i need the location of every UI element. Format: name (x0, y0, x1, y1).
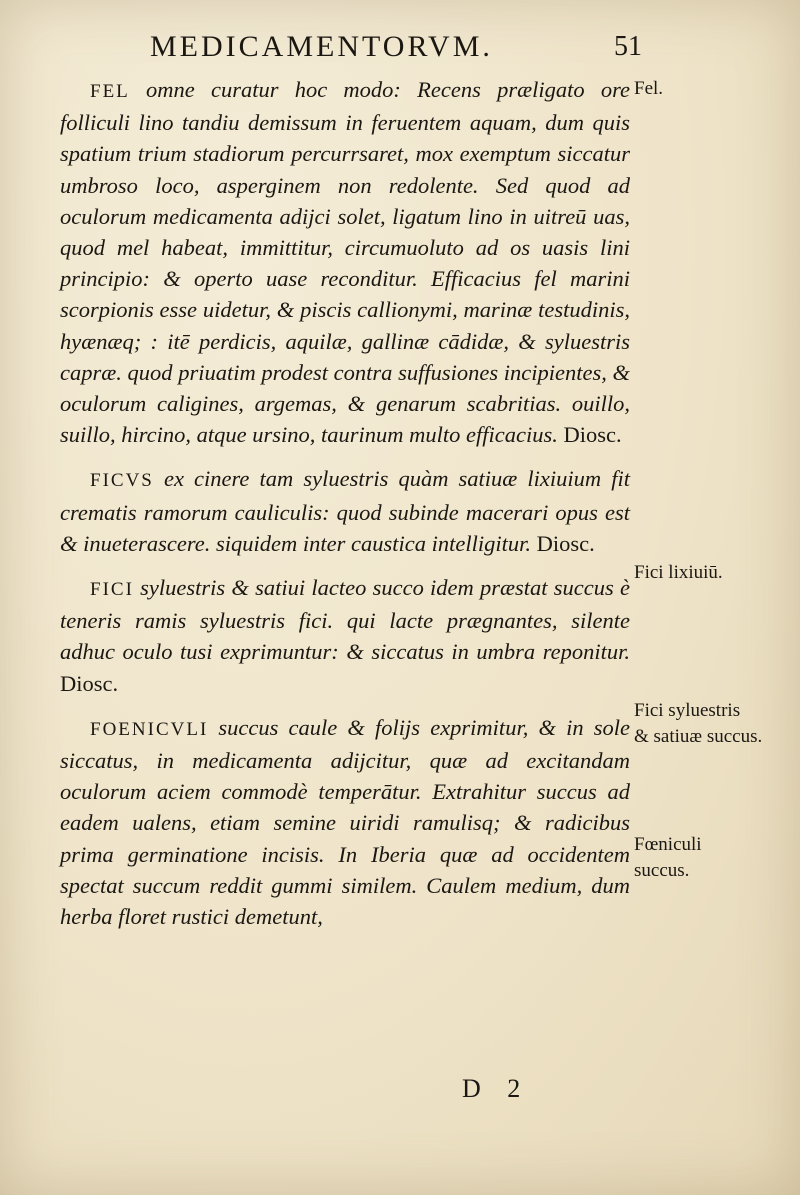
marginal-note-fici-lixiuium: Fici lixiuiū. (634, 562, 723, 583)
lemma-ficus: FICVS (90, 470, 154, 492)
source-citation: Diosc. (60, 670, 119, 696)
paragraph-text: syluestris & satiui lacteo succo idem præstat succus è teneris ramis syluestris fici. qui lacte prægnantes, silente adhuc oculo tusi exprimuntur: & siccatus in umbra reponitur. (60, 575, 630, 665)
paragraph-foeniculi (60, 712, 630, 932)
paragraph-ficus (60, 463, 630, 559)
lemma-fel: FEL (90, 81, 130, 102)
marginal-note-fel: Fel. (634, 78, 664, 99)
marginal-note-fici-syluestris: Fici syluestris & satiuæ succus. (634, 700, 763, 747)
source-citation: Diosc. (530, 530, 595, 556)
body-text (60, 74, 630, 945)
paragraph-text: omne curatur hoc modo: Recens præligato ore folliculi lino tandiu demissum in feruentem aquam, dum quis spatium trium stadiorum percurrsaret, mox exemptum siccatur umbroso loco, asperginem non redolente. Sed quod ad oculorum medicamenta adijci solet, ligatum lino in uitreū uas, quod mel habeat, immittitur, circumuoluto ad os uasis lini principio: & operto uase reconditur. Efficacius fel marini scorpionis esse uidetur, & piscis callionymi, marinæ testudinis, hyænæq; : itē perdicis, aquilæ, gallinæ cādidæ, & syluestris capræ. quod priuatim prodest contra suffusiones incipientes, & oculorum caligines, argemas, & genarum scabritias. ouillo, suillo, hircino, atque ursino, taurinum multo efficacius. (60, 77, 630, 448)
page-number: 51 (614, 31, 642, 62)
marginal-note-foeniculi: Fœniculi succus. (634, 834, 702, 881)
source-citation: Diosc. (557, 422, 622, 448)
signature-mark: D 2 (462, 1074, 531, 1103)
lemma-fici: FICI (90, 579, 134, 601)
page-header (0, 30, 800, 66)
lemma-foeniculi: FOENICVLI (90, 718, 209, 740)
running-title: MEDICAMENTORVM. (150, 30, 493, 63)
paragraph-fici (60, 572, 630, 699)
paragraph-fel (60, 74, 630, 450)
paragraph-text: succus caule & folijs exprimitur, & in sole siccatus, in medicamenta adijcitur, quæ ad excitandam oculorum aciem commodè temperātur. Extrahitur succus ad eadem ualens, etiam semine uiridi ramulisq; & radicibus prima germinatione incisis. In Iberia quæ ad occidentem spectat succum reddit gummi similem. Caulem medium, dum herba floret rustici demetunt, (60, 714, 630, 930)
paragraph-text: ex cinere tam syluestris quàm satiuæ lixiuium fit crematis ramorum cauliculis: quod subinde macerari opus est & inueterascere. siquidem inter caustica intelligitur. (60, 466, 630, 556)
